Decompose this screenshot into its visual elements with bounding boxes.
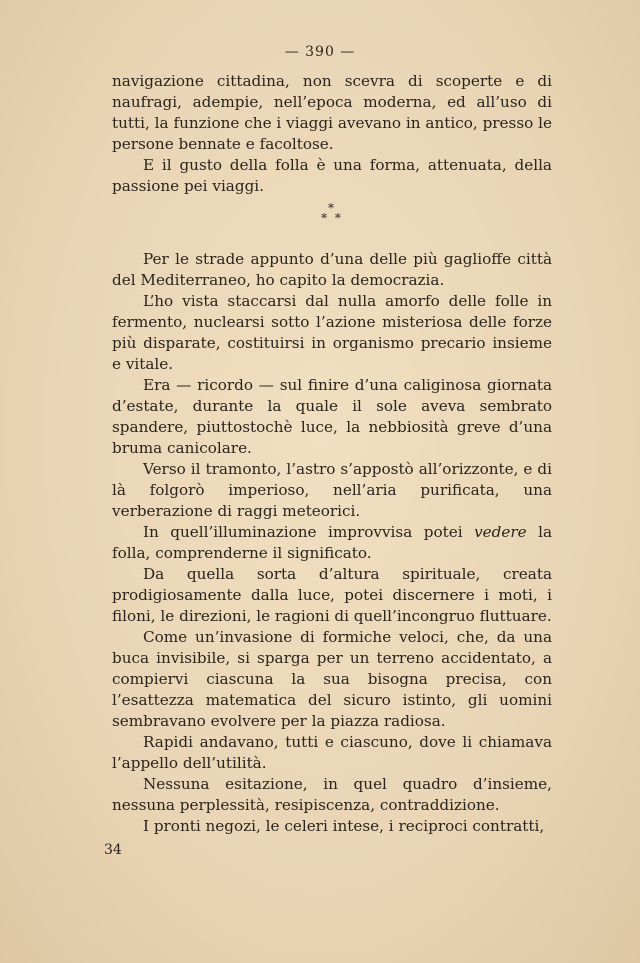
body-text	[112, 71, 552, 837]
paragraph: Per le strade appunto d’una delle più gaglioffe città del Mediterraneo, ho capito la democrazia.	[112, 250, 552, 289]
section-asterism	[112, 203, 552, 223]
paragraph: E il gusto della folla è una forma, attenuata, della passione pei viaggi.	[112, 156, 552, 195]
asterism-bottom: * *	[321, 211, 343, 225]
paragraph: I pronti negozi, le celeri intese, i reciproci contratti,	[143, 817, 545, 835]
paragraph: L’ho vista staccarsi dal nulla amorfo delle folle in fermento, nuclearsi sotto l’azione misteriosa delle forze più disparate, costituirsi in organismo precario insieme e vitale.	[112, 292, 552, 373]
paragraph: Da quella sorta d’altura spirituale, creata prodigiosamente dalla luce, potei discernere i moti, i filoni, le direzioni, le ragioni di quell’incongruo fluttuare.	[112, 565, 552, 625]
paragraph: Era — ricordo — sul finire d’una caliginosa giornata d’estate, durante la quale il sole aveva sembrato spandere, piuttostochè luce, la nebbiosità greve d’una bruma canicolare.	[112, 376, 552, 457]
paragraph	[112, 522, 552, 564]
signature-mark: 34	[104, 842, 122, 858]
paragraph: Verso il tramonto, l’astro s’appostò all’orizzonte, e di là folgorò imperioso, nell’aria purificata, una verberazione di raggi meteorici.	[112, 460, 552, 520]
paragraph: Come un’invasione di formiche veloci, che, da una buca invisibile, si sparga per un terreno accidentato, a compiervi ciascuna la sua bisogna precisa, con l’esattezza matematica del sicuro istinto, gli uomini sembravano evolvere per la piazza radiosa.	[112, 628, 552, 730]
emphasized-word: vedere	[474, 523, 527, 541]
paragraph-text: In quell’illuminazione improvvisa potei	[143, 523, 475, 541]
paragraph: navigazione cittadina, non scevra di scoperte e di naufragi, adempie, nell’epoca moderna, ed all’uso di tutti, la funzione che i viaggi avevano in antico, presso le persone bennate e facoltose.	[112, 72, 552, 153]
page-number: — 390 —	[284, 44, 356, 60]
section-gap	[112, 229, 552, 249]
asterism-top: *	[328, 201, 336, 215]
paragraph-text: la folla, comprenderne il significato.	[112, 523, 552, 562]
paragraph: Rapidi andavano, tutti e ciascuno, dove li chiamava l’appello dell’utilità.	[112, 733, 552, 772]
paragraph: Nessuna esitazione, in quel quadro d’insieme, nessuna perplessità, resipiscenza, contraddizione.	[112, 775, 552, 814]
